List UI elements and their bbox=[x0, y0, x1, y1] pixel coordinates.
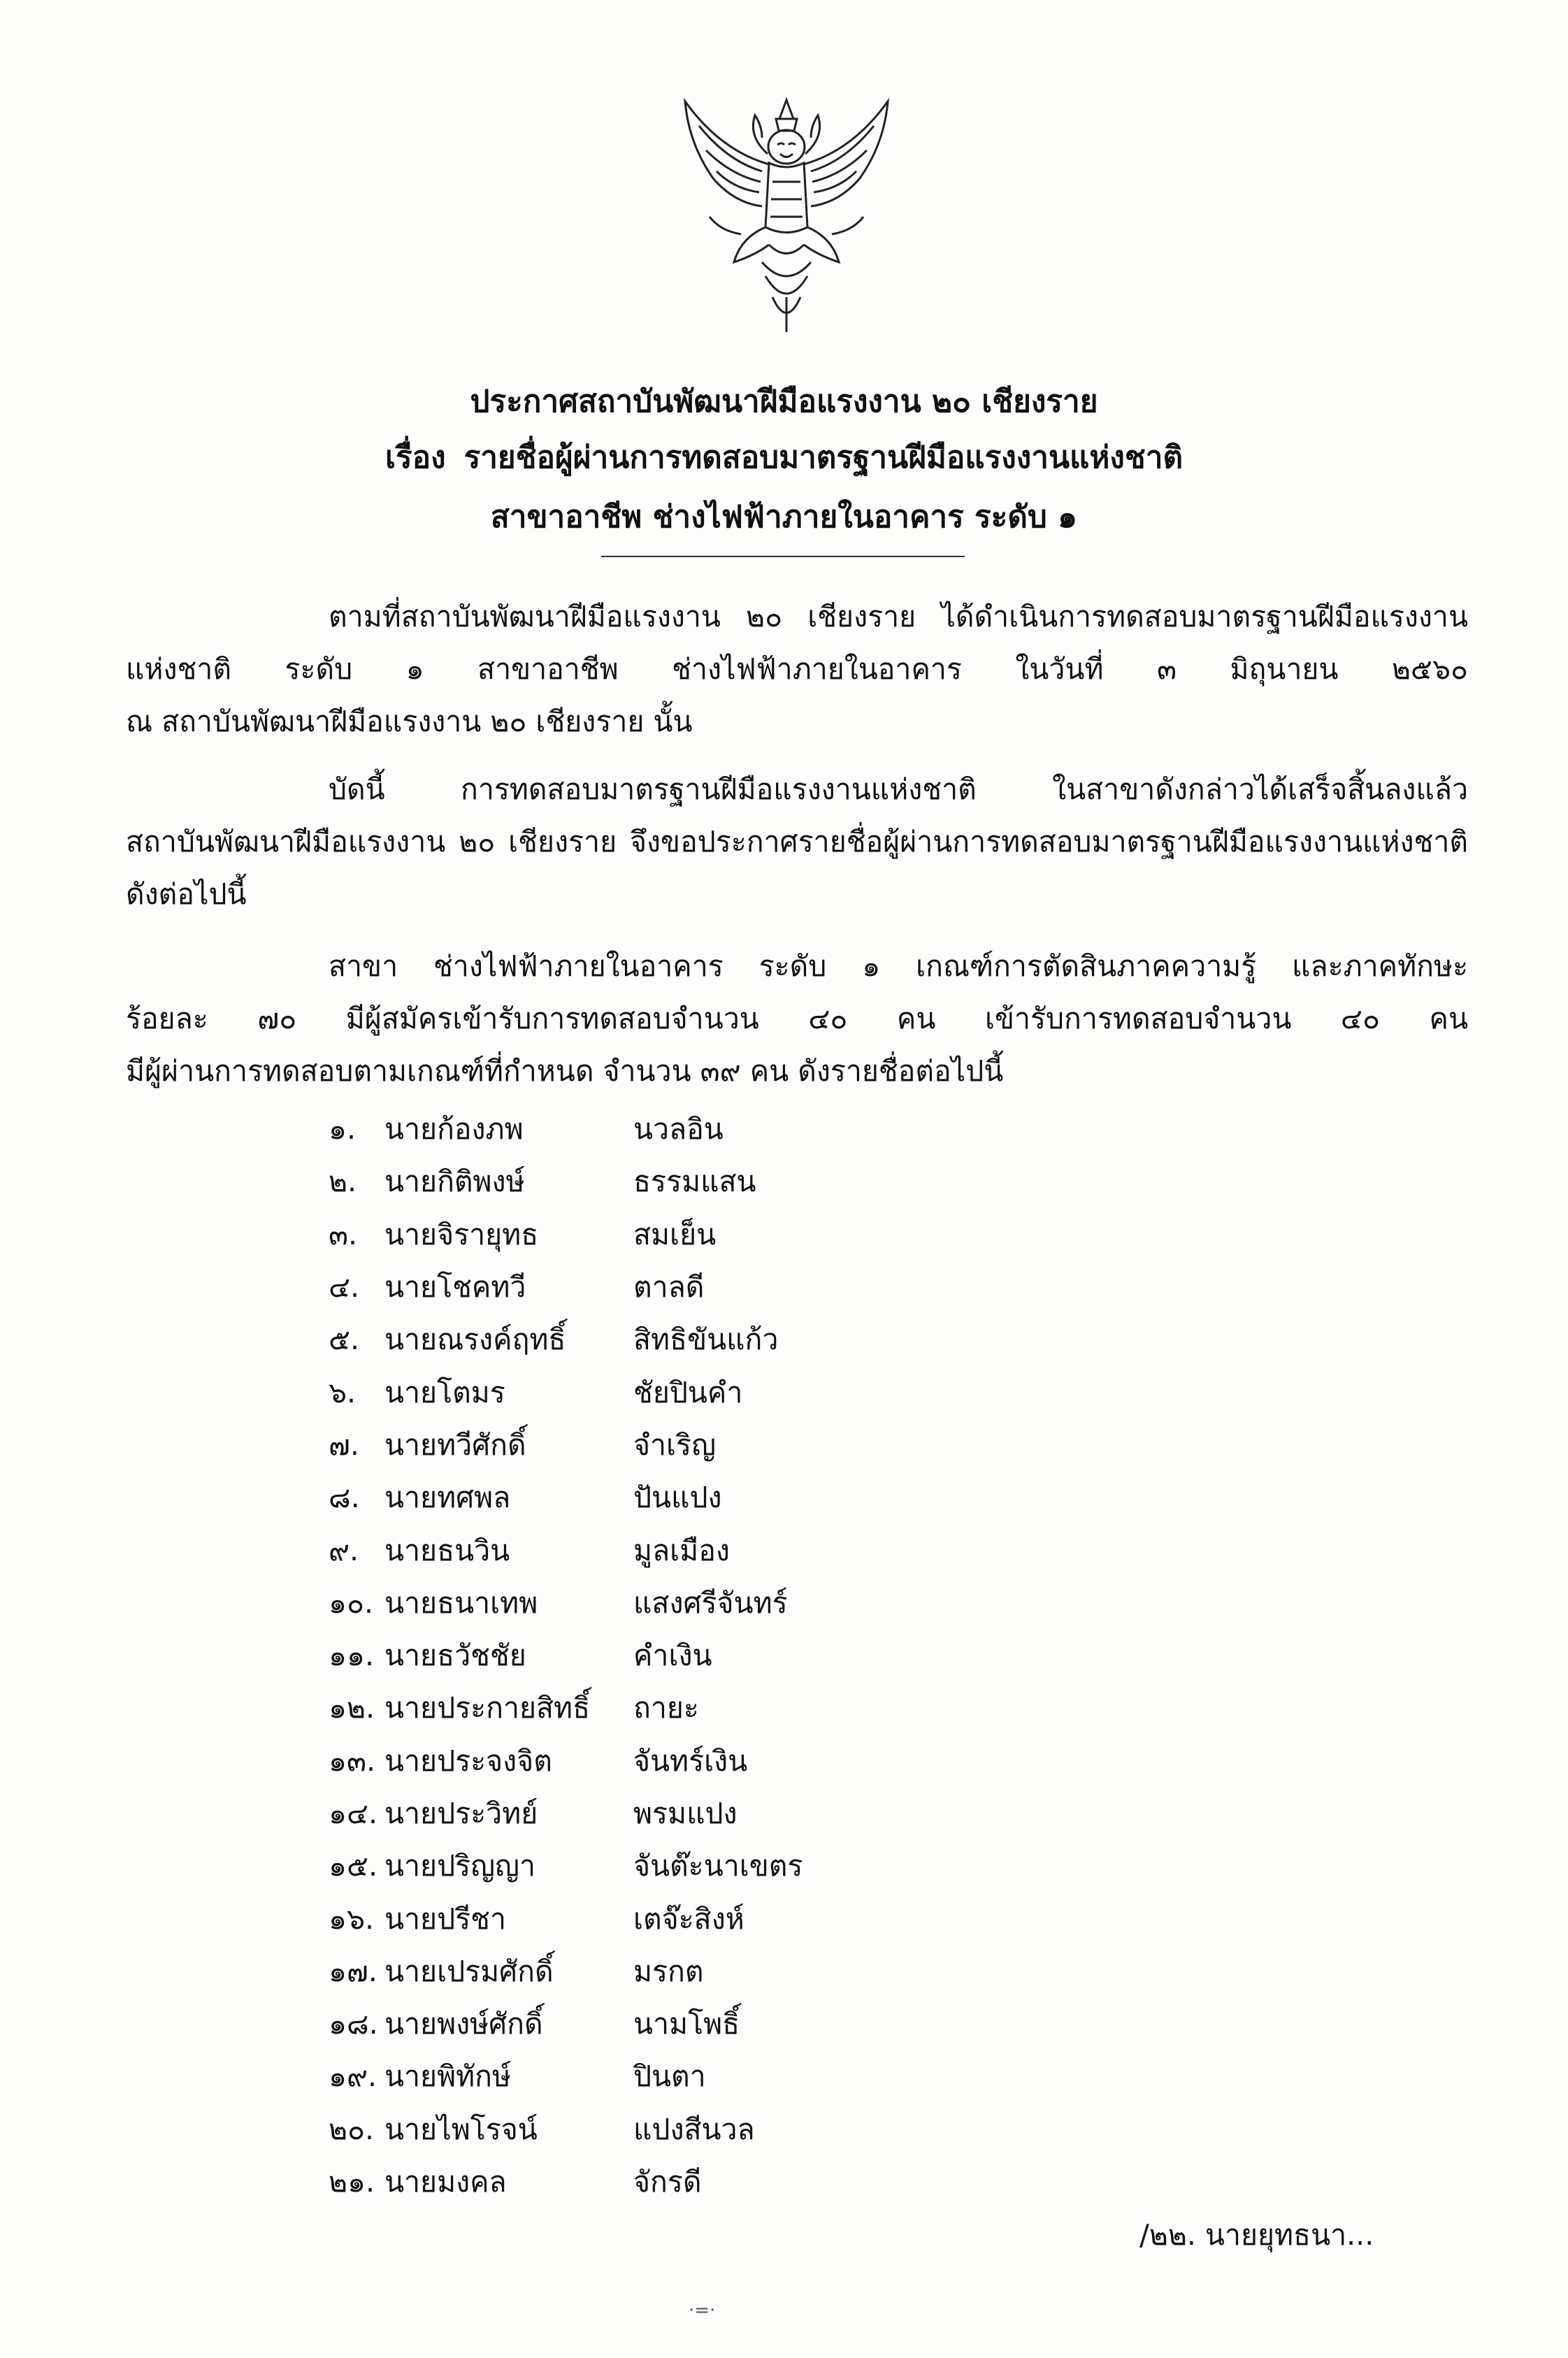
list-item-lastname: แปงสีนวล bbox=[633, 2112, 755, 2146]
list-item-lastname: จันต๊ะนาเขตร bbox=[633, 1849, 803, 1883]
list-item-firstname: นายปรีชา bbox=[384, 1902, 506, 1936]
list-item-firstname: นายมงคล bbox=[384, 2165, 507, 2199]
list-item bbox=[329, 1682, 803, 1734]
list-item-firstname: นายประวิทย์ bbox=[384, 1797, 538, 1830]
list-item-lastname: สมเย็น bbox=[633, 1217, 717, 1251]
list-item bbox=[329, 2156, 803, 2208]
list-item-lastname: จักรดี bbox=[633, 2165, 702, 2199]
list-item-number: ๘. bbox=[329, 1481, 360, 1515]
list-item-lastname: คำเงิน bbox=[633, 1639, 712, 1673]
list-item-firstname: นายณรงค์ฤทธิ์ bbox=[384, 1323, 566, 1357]
list-item bbox=[329, 1788, 803, 1840]
list-item-lastname: นวลอิน bbox=[633, 1112, 724, 1146]
list-item bbox=[329, 1103, 803, 1156]
list-item-number: ๑๘. bbox=[329, 2007, 378, 2041]
list-item-number: ๑๒. bbox=[329, 1691, 375, 1725]
list-item-lastname: ตาลดี bbox=[633, 1270, 705, 1304]
list-item-lastname: พรมแปง bbox=[633, 1797, 738, 1830]
list-item bbox=[329, 1998, 803, 2050]
list-item bbox=[329, 1209, 803, 1261]
list-item-lastname: แสงศรีจันทร์ bbox=[633, 1586, 788, 1620]
paragraph-line: บัดนี้ การทดสอบมาตรฐานฝีมือแรงงานแห่งชาติ ในสาขาดังกล่าวได้เสร็จสิ้นลงแล้ว bbox=[329, 772, 1468, 806]
list-item bbox=[329, 1946, 803, 1998]
title-divider bbox=[601, 556, 965, 557]
list-item-number: ๓. bbox=[329, 1217, 358, 1251]
list-item bbox=[329, 1840, 803, 1892]
paragraph-3 bbox=[126, 940, 1468, 1098]
list-item-number: ๗. bbox=[329, 1428, 359, 1462]
paragraph-line: มีผู้ผ่านการทดสอบตามเกณฑ์ที่กำหนด จำนวน ๓๙ คน ดังรายชื่อต่อไปนี้ bbox=[126, 1054, 1004, 1088]
list-item-firstname: นายธนวิน bbox=[384, 1533, 510, 1567]
paragraph-line: สถาบันพัฒนาฝีมือแรงงาน ๒๐ เชียงราย จึงขอประกาศรายชื่อผู้ผ่านการทดสอบมาตรฐานฝีมือแรงงานแห่งชาติ bbox=[126, 825, 1468, 858]
list-item-lastname: ชัยปินคำ bbox=[633, 1375, 743, 1409]
list-item-firstname: นายพงษ์ศักดิ์ bbox=[384, 2007, 543, 2041]
list-item-lastname: นามโพธิ์ bbox=[633, 2007, 740, 2041]
list-item-lastname: ธรรมแสน bbox=[633, 1165, 756, 1199]
list-item-number: ๑๓. bbox=[329, 1744, 376, 1778]
list-item bbox=[329, 1892, 803, 1945]
list-item-firstname: นายจิรายุทธ bbox=[384, 1217, 539, 1251]
list-item-lastname: ปินตา bbox=[633, 2059, 706, 2094]
list-item-firstname: นายทวีศักดิ์ bbox=[384, 1428, 526, 1462]
list-item bbox=[329, 1261, 803, 1314]
paragraph-line: ร้อยละ ๗๐ มีผู้สมัครเข้ารับการทดสอบจำนวน ๔๐ คน เข้ารับการทดสอบจำนวน ๔๐ คน bbox=[126, 1002, 1468, 1035]
list-item bbox=[329, 1156, 803, 1208]
list-item-number: ๑๐. bbox=[329, 1586, 374, 1620]
continuation-note: /๒๒. นายยุทธนา... bbox=[1139, 2218, 1374, 2252]
paragraph-1 bbox=[126, 591, 1468, 748]
list-item-number: ๑๖. bbox=[329, 1902, 375, 1936]
list-item-firstname: นายประจงจิต bbox=[384, 1744, 552, 1778]
paragraph-2 bbox=[126, 763, 1468, 921]
list-item-number: ๑๙. bbox=[329, 2059, 377, 2094]
list-item bbox=[329, 1366, 803, 1418]
paragraph-line: ณ สถาบันพัฒนาฝีมือแรงงาน ๒๐ เชียงราย นั้น bbox=[126, 705, 693, 738]
list-item-number: ๑๔. bbox=[329, 1797, 378, 1830]
list-item-number: ๒๐. bbox=[329, 2112, 375, 2146]
paragraph-line: ดังต่อไปนี้ bbox=[126, 877, 247, 911]
list-item-firstname: นายปริญญา bbox=[384, 1849, 536, 1883]
list-item-lastname: มรกต bbox=[633, 1954, 704, 1988]
paragraph-line: ตามที่สถาบันพัฒนาฝีมือแรงงาน ๒๐ เชียงราย ได้ดำเนินการทดสอบมาตรฐานฝีมือแรงงาน bbox=[329, 600, 1468, 633]
list-item-lastname: มูลเมือง bbox=[633, 1533, 730, 1567]
list-item-number: ๕. bbox=[329, 1323, 360, 1357]
list-item-firstname: นายก้องภพ bbox=[384, 1112, 524, 1146]
list-item-firstname: นายไพโรจน์ bbox=[384, 2112, 538, 2146]
list-item-firstname: นายประกายสิทธิ์ bbox=[384, 1691, 591, 1725]
list-item-firstname: นายเปรมศักดิ์ bbox=[384, 1954, 554, 1988]
list-item-number: ๑๑. bbox=[329, 1639, 375, 1673]
paragraph-line: สาขา ช่างไฟฟ้าภายในอาคาร ระดับ ๑ เกณฑ์การตัดสินภาคความรู้ และภาคทักษะ bbox=[329, 949, 1468, 983]
list-item-firstname: นายพิทักษ์ bbox=[384, 2059, 511, 2094]
announcement-title: ประกาศสถาบันพัฒนาฝีมือแรงงาน ๒๐ เชียงราย bbox=[470, 384, 1098, 419]
list-item-number: ๑๕. bbox=[329, 1849, 378, 1883]
subject-text: รายชื่อผู้ผ่านการทดสอบมาตรฐานฝีมือแรงงานแห่งชาติ bbox=[463, 440, 1184, 475]
list-item-number: ๒๑. bbox=[329, 2165, 375, 2199]
list-item-number: ๑. bbox=[329, 1112, 357, 1146]
list-item-number: ๒. bbox=[329, 1165, 357, 1199]
garuda-emblem-icon bbox=[657, 87, 916, 346]
list-item-firstname: นายกิติพงษ์ bbox=[384, 1165, 525, 1199]
list-item-number: ๙. bbox=[329, 1533, 359, 1567]
list-item bbox=[329, 2104, 803, 2156]
list-item-lastname: เตจ๊ะสิงห์ bbox=[633, 1902, 745, 1936]
list-item bbox=[329, 1577, 803, 1630]
list-item bbox=[329, 1735, 803, 1788]
paragraph-line: แห่งชาติ ระดับ ๑ สาขาอาชีพ ช่างไฟฟ้าภายในอาคาร ในวันที่ ๓ มิถุนายน ๒๕๖๐ bbox=[126, 652, 1468, 686]
list-item-firstname: นายธนาเทพ bbox=[384, 1586, 538, 1620]
list-item bbox=[329, 1314, 803, 1366]
list-item-lastname: จันทร์เงิน bbox=[633, 1744, 748, 1778]
list-item-firstname: นายธวัชชัย bbox=[384, 1639, 526, 1673]
list-item-number: ๖. bbox=[329, 1375, 357, 1409]
announcement-subject bbox=[0, 437, 1568, 479]
list-item-number: ๔. bbox=[329, 1270, 360, 1304]
list-item-lastname: จำเริญ bbox=[633, 1428, 717, 1462]
page-footer-mark: ·=· bbox=[689, 2300, 716, 2321]
list-item bbox=[329, 1524, 803, 1576]
list-item bbox=[329, 2050, 803, 2103]
list-item-firstname: นายทศพล bbox=[384, 1481, 511, 1515]
list-item bbox=[329, 1472, 803, 1524]
list-item-lastname: สิทธิขันแก้ว bbox=[633, 1323, 779, 1357]
announcement-branch: สาขาอาชีพ ช่างไฟฟ้าภายในอาคาร ระดับ ๑ bbox=[490, 499, 1078, 535]
list-item bbox=[329, 1630, 803, 1682]
passed-candidates-list bbox=[329, 1103, 803, 2208]
list-item-lastname: ปันแปง bbox=[633, 1481, 722, 1515]
list-item-number: ๑๗. bbox=[329, 1954, 377, 1988]
list-item-firstname: นายโตมร bbox=[384, 1375, 505, 1409]
list-item-firstname: นายโชคทวี bbox=[384, 1270, 526, 1304]
list-item bbox=[329, 1419, 803, 1472]
subject-label: เรื่อง bbox=[384, 440, 446, 475]
list-item-lastname: ถายะ bbox=[633, 1691, 699, 1725]
